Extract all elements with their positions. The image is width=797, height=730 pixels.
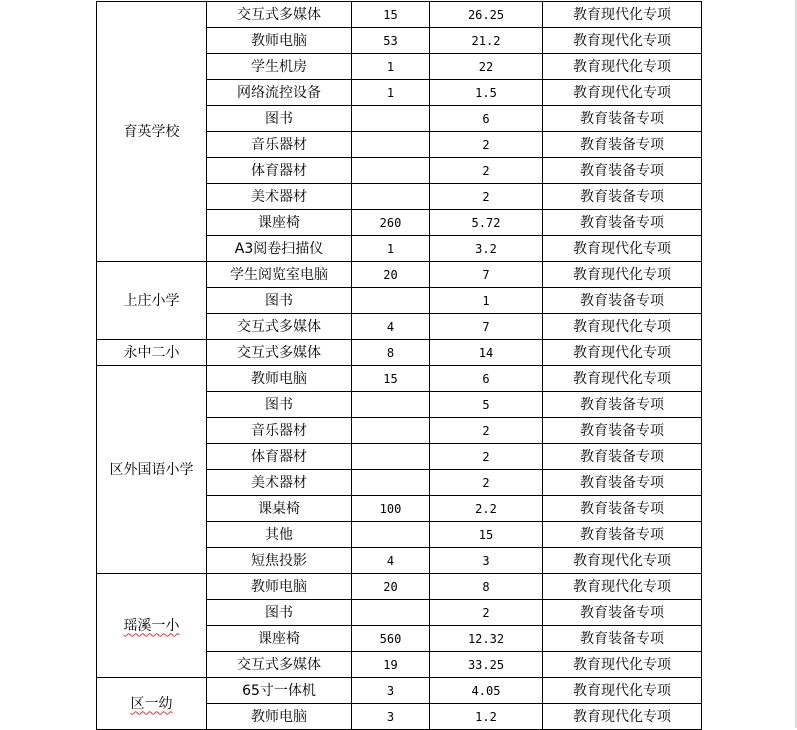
quantity-cell: 8 <box>352 340 430 366</box>
amount-cell: 21.2 <box>430 28 543 54</box>
category-cell: 教育现代化专项 <box>543 366 702 392</box>
category-cell: 教育装备专项 <box>543 210 702 236</box>
quantity-cell <box>352 418 430 444</box>
quantity-cell <box>352 184 430 210</box>
quantity-cell: 53 <box>352 28 430 54</box>
category-cell: 教育装备专项 <box>543 600 702 626</box>
item-cell: 体育器材 <box>207 444 352 470</box>
school-name-cell <box>97 262 207 340</box>
amount-cell: 2 <box>430 158 543 184</box>
item-cell: 教师电脑 <box>207 366 352 392</box>
item-cell: 学生阅览室电脑 <box>207 262 352 288</box>
item-cell: 教师电脑 <box>207 704 352 730</box>
amount-cell: 3 <box>430 548 543 574</box>
amount-cell: 14 <box>430 340 543 366</box>
amount-cell: 5 <box>430 392 543 418</box>
school-name-cell <box>97 366 207 574</box>
quantity-cell: 3 <box>352 678 430 704</box>
amount-cell: 22 <box>430 54 543 80</box>
school-name-cell <box>97 2 207 262</box>
category-cell: 教育装备专项 <box>543 288 702 314</box>
item-cell: 交互式多媒体 <box>207 652 352 678</box>
school-name: 上庄小学 <box>123 292 180 309</box>
item-cell: 美术器材 <box>207 470 352 496</box>
item-cell: 图书 <box>207 106 352 132</box>
item-cell: 交互式多媒体 <box>207 2 352 28</box>
quantity-cell <box>352 470 430 496</box>
quantity-cell: 20 <box>352 262 430 288</box>
category-cell: 教育现代化专项 <box>543 548 702 574</box>
quantity-cell: 560 <box>352 626 430 652</box>
item-cell: 其他 <box>207 522 352 548</box>
amount-cell: 33.25 <box>430 652 543 678</box>
amount-cell: 2.2 <box>430 496 543 522</box>
item-cell: 教师电脑 <box>207 574 352 600</box>
school-name: 区一幼 <box>130 695 173 712</box>
item-cell: 课座椅 <box>207 210 352 236</box>
quantity-cell: 19 <box>352 652 430 678</box>
category-cell: 教育现代化专项 <box>543 236 702 262</box>
school-name-cell <box>97 678 207 730</box>
quantity-cell: 260 <box>352 210 430 236</box>
amount-cell: 3.2 <box>430 236 543 262</box>
amount-cell: 5.72 <box>430 210 543 236</box>
amount-cell: 2 <box>430 444 543 470</box>
amount-cell: 2 <box>430 132 543 158</box>
table-row <box>97 574 702 600</box>
item-cell: 图书 <box>207 288 352 314</box>
quantity-cell <box>352 522 430 548</box>
quantity-cell <box>352 392 430 418</box>
item-cell: 网络流控设备 <box>207 80 352 106</box>
item-cell: 美术器材 <box>207 184 352 210</box>
table-row <box>97 340 702 366</box>
category-cell: 教育现代化专项 <box>543 314 702 340</box>
category-cell: 教育现代化专项 <box>543 28 702 54</box>
school-name: 永中二小 <box>123 344 180 361</box>
amount-cell: 4.05 <box>430 678 543 704</box>
amount-cell: 2 <box>430 600 543 626</box>
category-cell: 教育装备专项 <box>543 496 702 522</box>
category-cell: 教育现代化专项 <box>543 2 702 28</box>
quantity-cell <box>352 132 430 158</box>
category-cell: 教育现代化专项 <box>543 574 702 600</box>
category-cell: 教育现代化专项 <box>543 704 702 730</box>
school-name: 瑶溪一小 <box>123 617 180 634</box>
item-cell: 短焦投影 <box>207 548 352 574</box>
quantity-cell: 4 <box>352 548 430 574</box>
quantity-cell <box>352 288 430 314</box>
item-cell: 音乐器材 <box>207 132 352 158</box>
quantity-cell: 1 <box>352 80 430 106</box>
school-name-cell <box>97 340 207 366</box>
quantity-cell: 100 <box>352 496 430 522</box>
school-name: 区外国语小学 <box>109 461 194 478</box>
quantity-cell: 15 <box>352 2 430 28</box>
category-cell: 教育装备专项 <box>543 470 702 496</box>
category-cell: 教育装备专项 <box>543 444 702 470</box>
amount-cell: 6 <box>430 106 543 132</box>
category-cell: 教育现代化专项 <box>543 54 702 80</box>
amount-cell: 2 <box>430 470 543 496</box>
item-cell: 交互式多媒体 <box>207 340 352 366</box>
quantity-cell: 20 <box>352 574 430 600</box>
amount-cell: 2 <box>430 418 543 444</box>
school-name: 育英学校 <box>123 123 180 140</box>
amount-cell: 8 <box>430 574 543 600</box>
category-cell: 教育装备专项 <box>543 418 702 444</box>
equipment-table <box>96 1 702 730</box>
item-cell: 65寸一体机 <box>207 678 352 704</box>
category-cell: 教育现代化专项 <box>543 652 702 678</box>
quantity-cell <box>352 444 430 470</box>
category-cell: 教育现代化专项 <box>543 340 702 366</box>
category-cell: 教育装备专项 <box>543 184 702 210</box>
quantity-cell: 3 <box>352 704 430 730</box>
quantity-cell <box>352 106 430 132</box>
amount-cell: 12.32 <box>430 626 543 652</box>
amount-cell: 1.2 <box>430 704 543 730</box>
item-cell: 课座椅 <box>207 626 352 652</box>
category-cell: 教育装备专项 <box>543 626 702 652</box>
item-cell: 交互式多媒体 <box>207 314 352 340</box>
table-row <box>97 366 702 392</box>
amount-cell: 26.25 <box>430 2 543 28</box>
quantity-cell: 15 <box>352 366 430 392</box>
category-cell: 教育装备专项 <box>543 392 702 418</box>
category-cell: 教育现代化专项 <box>543 262 702 288</box>
amount-cell: 2 <box>430 184 543 210</box>
item-cell: 学生机房 <box>207 54 352 80</box>
item-cell: 教师电脑 <box>207 28 352 54</box>
item-cell: 图书 <box>207 600 352 626</box>
item-cell: 图书 <box>207 392 352 418</box>
table-row <box>97 2 702 28</box>
category-cell: 教育现代化专项 <box>543 678 702 704</box>
category-cell: 教育装备专项 <box>543 522 702 548</box>
item-cell: 音乐器材 <box>207 418 352 444</box>
amount-cell: 6 <box>430 366 543 392</box>
amount-cell: 1 <box>430 288 543 314</box>
amount-cell: 7 <box>430 314 543 340</box>
item-cell: 课桌椅 <box>207 496 352 522</box>
item-cell: A3阅卷扫描仪 <box>207 236 352 262</box>
amount-cell: 1.5 <box>430 80 543 106</box>
category-cell: 教育装备专项 <box>543 158 702 184</box>
quantity-cell <box>352 158 430 184</box>
category-cell: 教育装备专项 <box>543 106 702 132</box>
category-cell: 教育现代化专项 <box>543 80 702 106</box>
quantity-cell: 1 <box>352 236 430 262</box>
school-name-cell <box>97 574 207 678</box>
category-cell: 教育装备专项 <box>543 132 702 158</box>
quantity-cell: 4 <box>352 314 430 340</box>
quantity-cell <box>352 600 430 626</box>
table-row <box>97 678 702 704</box>
amount-cell: 15 <box>430 522 543 548</box>
item-cell: 体育器材 <box>207 158 352 184</box>
table-row <box>97 262 702 288</box>
table-body <box>97 2 702 730</box>
quantity-cell: 1 <box>352 54 430 80</box>
amount-cell: 7 <box>430 262 543 288</box>
